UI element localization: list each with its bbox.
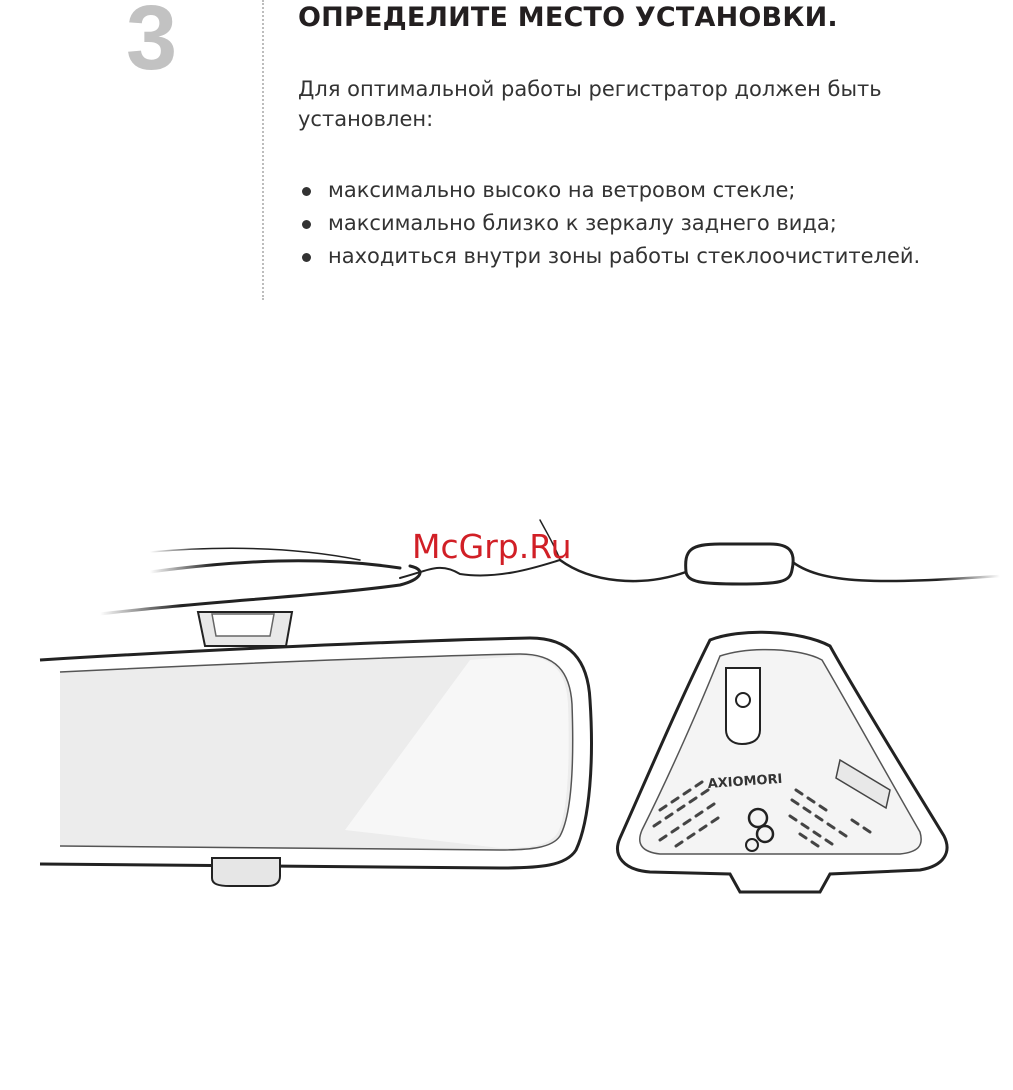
intro-text: Для оптимальной работы регистратор должен быть установлен: [298,77,882,131]
watermark: McGrp.Ru [412,527,572,566]
device-brand-label: AXIOMORI [707,771,783,792]
rain-sensor [686,544,794,584]
section-title: ОПРЕДЕЛИТЕ МЕСТО УСТАНОВКИ. [298,2,838,33]
rear-view-mirror [40,612,591,886]
dash-camera [618,632,947,892]
list-item-text: находиться внутри зоны работы стеклоочистителей. [328,244,921,268]
list-item-text: максимально высоко на ветровом стекле; [328,178,796,202]
list-item-text: максимально близко к зеркалу заднего вида; [328,211,837,235]
step-number: 3 [126,0,178,89]
